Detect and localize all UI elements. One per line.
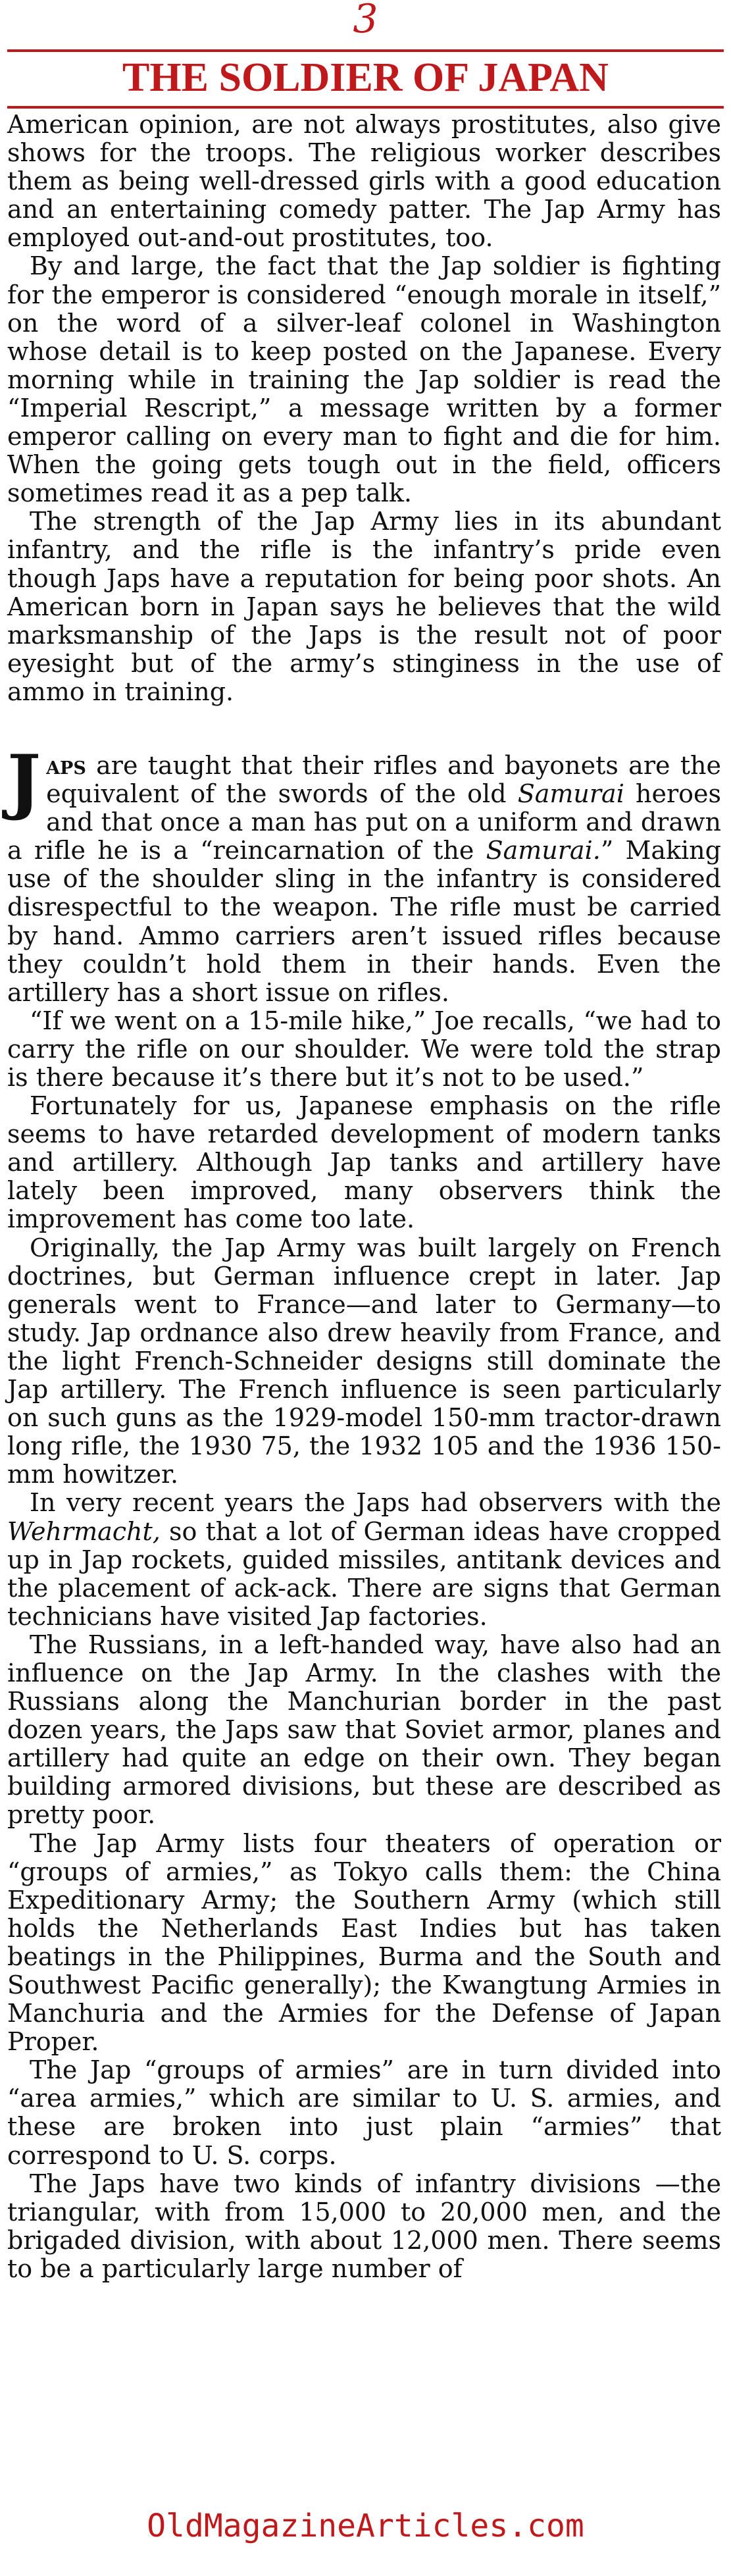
paragraph-4-text-a: are taught that their rifles and bayonets are the equivalent of the swords of the old [46, 750, 721, 809]
paragraph-7: Originally, the Jap Army was built largely on French doctrines, but German influence crept in later. Jap generals went to France—and later to Germany—to study. Jap ordnance also drew heavily from France, and the light French-Schneider designs still dominate the Jap artillery. The French influence is seen particularly on such guns as the 1929-model 150-mm tractor-drawn long rifle, the 1930 75, the 1932 105 and the 1936 150-mm howitzer. [7, 1233, 721, 1489]
title-bottom-rule [7, 106, 724, 109]
paragraph-4-text-c: ” Making use of the shoulder sling in the infantry is considered disrespectful to the weapon. The rifle must be carried by hand. Ammo carriers aren’t issued rifles because they couldn’t hold them in their hands. Even the artillery has a short issue on rifles. [7, 836, 721, 1007]
paragraph-5: “If we went on a 15-mile hike,” Joe recalls, “we had to carry the rifle on our shoulder. We were told the strap is there because it’s there but it’s not to be used.” [7, 1006, 721, 1092]
paragraph-4-text-b: heroes and that once a man has put on a uniform and drawn a rifle he is a “reincarnation of the [7, 779, 721, 865]
wehrmacht-term: Wehrmacht, [7, 1516, 161, 1546]
page-number: 3 [353, 0, 378, 42]
paragraph-10: The Jap Army lists four theaters of operation or “groups of armies,” as Tokyo calls them: the China Expeditionary Army; the Southern Army (which still holds the Netherlands East Indies but has taken beatings in the Philippines, Burma and the South and Southwest Pacific generally); the Kwangtung Armies in Manchuria and the Armies for the Defense of Japan Proper. [7, 1828, 721, 2057]
paragraph-9: The Russians, in a left-handed way, have also had an influence on the Jap Army. In the clashes with the Russians along the Manchurian border in the past dozen years, the Japs saw that Soviet armor, planes and artillery had quite an edge on their own. They began building armored divisions, but these are described as pretty poor. [7, 1630, 721, 1830]
paragraph-2: By and large, the fact that the Jap soldier is fighting for the emperor is considered “enough morale in itself,” on the word of a silver-leaf colonel in Washington whose detail is to keep posted on the Japanese. Every morning while in training the Jap soldier is read the “Imperial Rescript,” a message written by a former emperor calling on every man to fight and die for him. When the going gets tough out in the field, officers sometimes read it as a pep talk. [7, 251, 721, 508]
paragraph-4 [7, 739, 721, 1007]
source-watermark: OldMagazineArticles.com [147, 2508, 584, 2544]
paragraph-1: American opinion, are not always prostitutes, also give shows for the troops. The religious worker describes them as being well-dressed girls with a good education and an entertaining comedy patter. The Jap Army has employed out-and-out prostitutes, too. [7, 110, 721, 253]
paragraph-11: The Jap “groups of armies” are in turn divided into “area armies,” which are similar to U. S. armies, and these are broken into just plain “armies” that correspond to U. S. corps. [7, 2055, 721, 2170]
lead-in-smallcaps: aps [46, 750, 86, 780]
paragraph-3: The strength of the Jap Army lies in its abundant infantry, and the rifle is the infantry’s pride even though Japs have a reputation for being poor shots. An American born in Japan says he believes that the wild marksmanship of the Japs is the result not of poor eyesight but of the army’s stinginess in the use of ammo in training. [7, 507, 721, 706]
article-title: THE SOLDIER OF JAPAN [122, 55, 609, 100]
paragraph-8-text-a: In very recent years the Japs had observers with the [30, 1488, 721, 1518]
paragraph-8-text-b: so that a lot of German ideas have cropped up in Jap rockets, guided missiles, antitank devices and the placement of ack-ack. There are signs that German technicians have visited Jap factories. [7, 1516, 721, 1631]
samurai-term: Samurai [517, 779, 624, 809]
paragraph-8 [7, 1489, 721, 1630]
paragraph-12: The Japs have two kinds of infantry divisions —the triangular, with from 15,000 to 20,000 men, and the brigaded division, with about 12,000 men. There seems to be a particularly large number of [7, 2169, 721, 2283]
samurai-term-2: Samurai. [486, 836, 601, 865]
drop-cap: J [7, 739, 41, 823]
article-body [7, 111, 721, 2283]
paragraph-6: Fortunately for us, Japanese emphasis on the rifle seems to have retarded development of modern tanks and artillery. Although Jap tanks and artillery have lately been improved, many observers think the improvement has come too late. [7, 1091, 721, 1234]
